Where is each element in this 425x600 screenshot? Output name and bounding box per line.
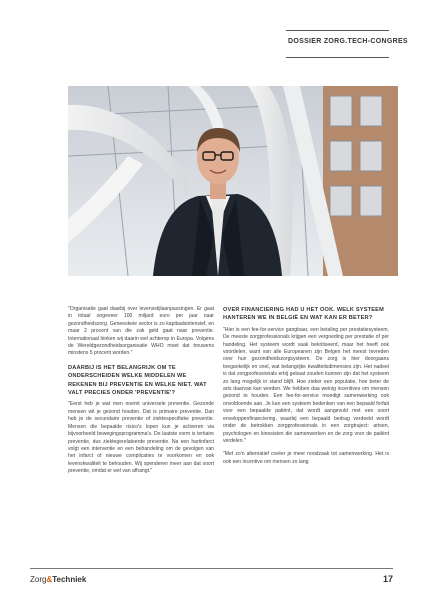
question-heading: OVER FINANCIERING HAD U HET OOK. WELK SYSTEEM HANTEREN WE IN BELGIË EN WAT KAN ER BETER? [223,307,384,322]
magazine-brand: Zorg&Techniek [30,575,87,584]
page-number: 17 [382,574,393,584]
dossier-label: DOSSIER ZORG.TECH-CONGRES [288,38,408,45]
portrait-photo [68,86,398,276]
right-column [223,306,389,472]
question-heading: DAARBIJ IS HET BELANGRIJK OM TE ONDERSCHEIDEN WELKE MIDDELEN WE REKENEN BIJ PREVENTIE EN WELKE NIET. WAT VALT PRECIES ONDER 'PREVENTIE'? [68,364,207,397]
footer-rule [30,568,393,569]
paragraph: "Hier is een fee-for-service gangbaar, een betaling per prestatiesysteem. De meeste zorgprofessionals krijgen een vergoeding per prestatie of per handeling. Het systeem wordt vaak bekritiseerd, maar het heeft ook voordelen, want van alle Europeanen zijn Belgen het meest tevreden over hun gezondheidszorgsysteem. De zorg is hier doorgaans toegankelijk en snel, wat belangrijke kwaliteitsdimensies zijn. Het nadeel is dat zorgprofessionals erbij gebaat zouden kunnen zijn dat het systeem zo lang mogelijk in stand blijft. Hoe zieker een populatie, hoe beter de arts daarvan kan worden. We hebben daa weinig incentives om mensen gezond te houden. Een fee-for-service moedigt samenwerking ook onvoldoende aan. Je kan een systeem bedenken van een bepaald forfait voor een bepaalde patiënt, dat wordt aangevuld met een soort enveloppenfinanciering, waarbij een bepaald bedrag verdeeld wordt onder de betrokken zorgprofessionals in een zorgtraject: artsen, psychologen en kinesisten die samenwerken en de zorg voor de patiënt verdelen." [223,326,389,444]
paragraph: "Eerst heb je wat men noemt universele preventie. Gezonde mensen wil je gezond houden. Dat is primaire preventie. Dan heb je de secundaire preventie of ziektespecifieke preventie. Mensen die bepaalde risico's lopen kun je activeren via bijvoorbeeld bewegingsprogramma's. De laatste vorm is tertiaire preventie, dus ziektegerelateerde preventie. Na een hartinfarct volgt een interventie en een behandeling om de gevolgen van het infarct of nieuwe complicaties te voorkomen en ook levenskwaliteit te behouden. Wij spenderen meer aan dat soort preventie, omdat er wel van afhangt." [68,401,214,475]
paragraph: "Met zo'n alternatief creëer je meer noodzaak tot samenwerking. Het is ook een incentive om mensen zo lang [223,451,389,465]
left-column [68,306,214,482]
paragraph: "Organisatie gaat daarbij over levensstijlaanpassingen. Er gaat in totaal ongeveer 100 miljard euro per jaar naar gezondheidszorg. Geneeskeie sector is zo kapitaalsintensief, en maar 2 procent van die zak geld gaat naar preventie. Internationaal hinken wij daarin wel achterop in Europa. Volgens de Wereldgezondheidsorganisatie WHO moet dat trouwens minstens 5 procent worden." [68,306,214,357]
